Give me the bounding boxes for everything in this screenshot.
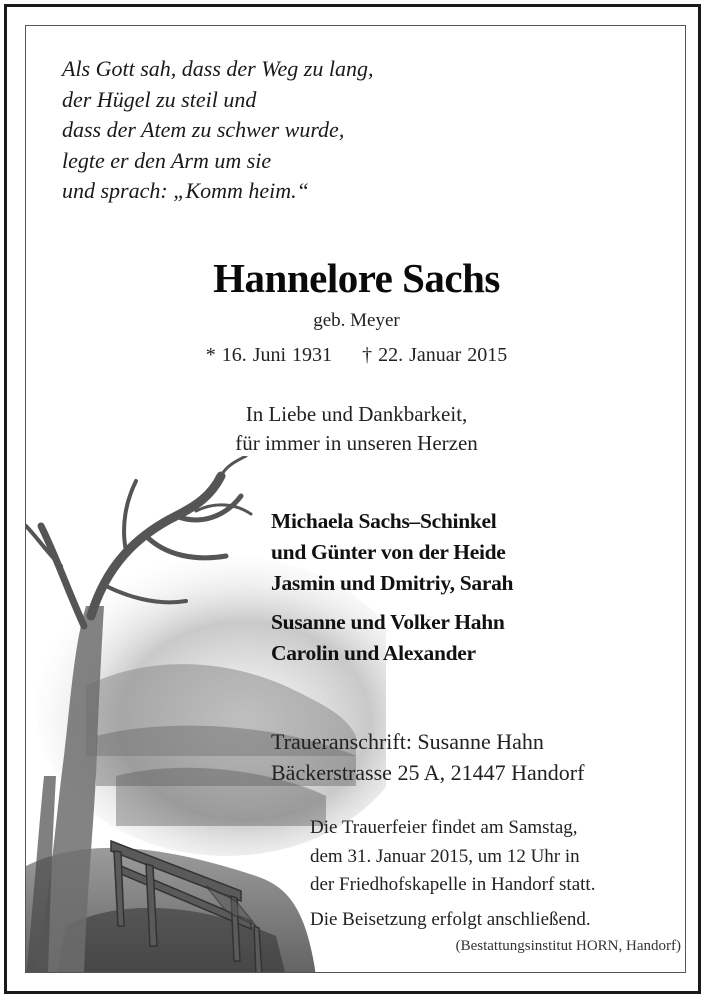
ceremony-line: Die Trauerfeier findet am Samstag, (310, 817, 578, 838)
mourner-line: und Günter von der Heide (271, 540, 506, 564)
mourning-address (271, 726, 584, 788)
dedication (26, 400, 686, 458)
birth-date: * 16. Juni 1931 (205, 344, 333, 366)
life-dates (26, 344, 686, 367)
mourner-line: Susanne und Volker Hahn (271, 610, 505, 634)
poem-line: und sprach: „Komm heim.“ (62, 178, 309, 203)
mourner-line: Carolin und Alexander (271, 641, 476, 665)
poem-line: der Hügel zu steil und (62, 86, 257, 112)
burial-line: Die Beisetzung erfolgt anschließend. (310, 908, 591, 930)
deceased-name: Hannelore Sachs (213, 255, 500, 301)
ceremony-line: der Friedhofskapelle in Handorf statt. (310, 874, 596, 895)
poem-line: dass der Atem zu schwer wurde, (62, 117, 345, 142)
undertaker-credit: (Bestattungsinstitut HORN, Handorf) (455, 938, 681, 954)
ceremony-line: dem 31. Januar 2015, um 12 Uhr in (310, 845, 580, 867)
funeral-info (310, 814, 595, 934)
mourner-line: Jasmin und Dmitriy, Sarah (271, 571, 514, 595)
birth-name: geb. Meyer (313, 310, 400, 331)
address-line: Traueranschrift: Susanne Hahn (271, 729, 544, 754)
poem-line: legte er den Arm um sie (62, 147, 272, 173)
death-date: † 22. Januar 2015 (362, 344, 508, 366)
dedication-line: In Liebe und Dankbarkeit, (245, 402, 468, 426)
poem-line: Als Gott sah, dass der Weg zu lang, (62, 56, 374, 81)
mourner-line: Michaela Sachs–Schinkel (271, 509, 497, 533)
dedication-line: für immer in unseren Herzen (235, 431, 478, 455)
poem (62, 54, 373, 207)
address-line: Bäckerstrasse 25 A, 21447 Handorf (271, 760, 585, 785)
obituary-card (25, 25, 686, 973)
mourners-list (271, 506, 513, 669)
